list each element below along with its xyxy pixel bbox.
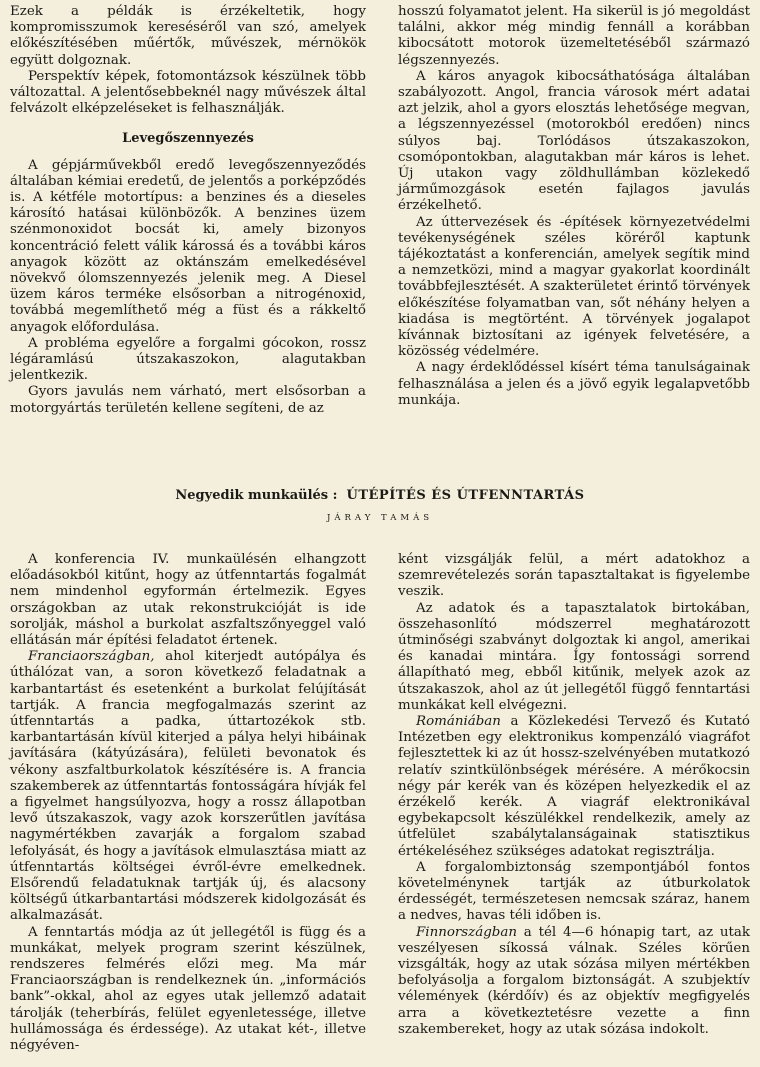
paragraph: Az úttervezések és -építések környezetvédelmi tevékenységének széles köréről kaptunk tájékoztatást a konferencián, amelyek segítik mind a nemzetközi, mind a magyar gyakorlat koordinált továbbfejlesztését. A szakterületet érintő törvények előkészítése folyamatban van, sőt néhány helyen a kiadása is megtörtént. A törvények jogalapot kívánnak biztosítani az igények felvetésére, a közösség védelmére.: [398, 214, 750, 360]
session-label: Negyedik munkaülés :: [175, 488, 338, 503]
country-name: Franciaországban,: [28, 649, 155, 665]
bottom-left-column: [10, 552, 366, 1054]
paragraph: hosszú folyamatot jelent. Ha sikerül is jó megoldást találni, akkor még mindig fennáll a korábban kibocsátott motorok üzemeltetéséből származó légszennyezés.: [398, 4, 750, 68]
paragraph: A nagy érdeklődéssel kísért téma tanulságainak felhasználása a jelen és a jövő egyik legalapvetőbb munkája.: [398, 360, 750, 408]
paragraph: Ezek a példák is érzékeltetik, hogy kompromisszumok kereséséről van szó, amelyek előkészítésében műértők, művészek, mérnökök együtt dolgoznak.: [10, 4, 366, 68]
section-heading: Levegőszennyezés: [122, 131, 254, 147]
paragraph: ként vizsgálják felül, a mért adatokhoz a szemrevételezés során tapasztaltakat is figyelembe veszik.: [398, 552, 750, 600]
paragraph: Perspektív képek, fotomontázsok készülnek több változattal. A jelentősebbeknél nagy művészek által felvázolt elképzeléseket is felhasználják.: [10, 68, 366, 117]
bottom-right-column: [398, 552, 750, 1038]
paragraph: [398, 925, 750, 1038]
paragraph-text: a Közlekedési Tervező és Kutató Intézetben egy elektronikus kompenzáló viagráfot fejlesztettek ki az út hossz-szelvényében mutatkozó relatív szintkülönbségek mérésére. A mérőkocsin négy pár kerék van és középen helyezkedik el az érzékelő kerék. A viagráf elektronikával egybekapcsolt készülékkel rendelkezik, amely az útfelület szabálytalanságainak statisztikus értékeléséhez szükséges adatokat regisztrálja.: [398, 714, 750, 859]
paragraph: [10, 649, 366, 924]
paragraph: A probléma egyelőre a forgalmi gócokon, rossz légáramlású útszakaszokon, alagutakban jelentkezik.: [10, 335, 366, 384]
paragraph: [398, 714, 750, 860]
article-title: [0, 488, 760, 503]
article-title-text: ÚTÉPÍTÉS ÉS ÚTFENNTARTÁS: [346, 488, 585, 503]
top-right-column: [398, 4, 750, 409]
author-name: JÁRAY TAMÁS: [326, 513, 434, 523]
paragraph-text: a tél 4—6 hónapig tart, az utak veszélyesen síkossá válnak. Széles körűen vizsgálták, hogy az utak sózása milyen mértékben befolyásolja a forgalom biztonságát. A szubjektív vélemények (kérdőív) és az objektív megfigyelés arra a következtetésre vezette a finn szakembereket, hogy az utak sózása indokolt.: [398, 924, 750, 1037]
paragraph: Gyors javulás nem várható, mert elsősorban a motorgyártás területén kellene segíteni, de az: [10, 384, 366, 416]
country-name: Finnországban: [416, 924, 517, 940]
top-left-column: [10, 4, 366, 417]
paragraph: A fenntartás módja az út jellegétől is függ és a munkákat, melyek program szerint készülnek, rendszeres felmérés előzi meg. Ma már Franciaországban is rendelkeznek ún. „információs bank”-okkal, ahol az egyes utak jellemző adatait tárolják (teherbírás, felület egyenletessége, illetve hullámossága és érdessége). Az utakat két-, illetve négyéven-: [10, 924, 366, 1054]
paragraph: Az adatok és a tapasztalatok birtokában, összehasonlító módszerrel meghatározott útminőségi szabványt dolgoztak ki angol, amerikai és kanadai mintára. Így fontossági sorrend állapítható meg, ebből kitűnik, melyek azok az útszakaszok, ahol az út jellegétől függő fenntartási munkákat kell elvégezni.: [398, 600, 750, 713]
paragraph: A káros anyagok kibocsáthatósága általában szabályozott. Angol, francia városok mért adatai azt jelzik, ahol a gyors elosztás lehetősége megvan, a légszennyezéssel (motorokból eredően) nincs súlyos baj. Torlódásos útszakaszokon, csomópontokban, alagutakban már káros is lehet. Új utakon vagy zöldhullámban közlekedő járműmozgások esetén fajlagos javulás érzékelhető.: [398, 68, 750, 214]
paragraph: A konferencia IV. munkaülésén elhangzott előadásokból kitűnt, hogy az útfenntartás fogalmát nem mindenhol egyformán értelmezik. Egyes országokban az utak rekonstrukcióját is ide sorolják, máshol a burkolat aszfaltszőnyeggel való ellátásán már építési feladatot értenek.: [10, 552, 366, 649]
paragraph-text: ahol kiterjedt autópálya és úthálózat van, a soron következő feladatnak a karbantartást és esetenként a burkolat felújítását tartják. A francia megfogalmazás szerint az útfenntartás a padka, úttartozékok stb. karbantartásán kívül kiterjed a pálya helyi hibáinak javítására (kátyúzására), felületi bevonatok és vékony aszfaltburkolatok készítésére is. A francia szakemberek az útfenntartás fontosságára hívják fel a figyelmet hangsúlyozva, hogy a rossz állapotban levő útszakaszok, vagy azok korszerűtlen javítása nagymértékben zavarják a forgalom szabad lefolyását, és hogy a javítások elmulasztása miatt az útfenntartás költségei évről-évre emelkednek. Elsőrendű feladatuknak tartják új, és alacsony költségű útkarbantartási módszerek kidolgozását és alkalmazását.: [10, 649, 366, 924]
country-name: Romániában: [416, 714, 501, 730]
paragraph: A forgalombiztonság szempontjából fontos követelménynek tartják az útburkolatok érdességét, természetesen nemcsak száraz, hanem a nedves, havas téli időben is.: [398, 859, 750, 924]
paragraph: A gépjárművekből eredő levegőszennyeződés általában kémiai eredetű, de jelentős a porképződés is. A kétféle motortípus: a benzines és a dieseles károsító hatásai különbözők. A benzines üzem szénmonoxidot bocsát ki, amely bizonyos koncentráció felett válik károssá és a további káros anyagok között az oktánszám emelkedésével növekvő ólomszennyezés jelenik meg. A Diesel üzem káros terméke elsősorban a nitrogénoxid, továbbá megemlíthető még a füst és a rákkeltő anyagok előfordulása.: [10, 157, 366, 335]
